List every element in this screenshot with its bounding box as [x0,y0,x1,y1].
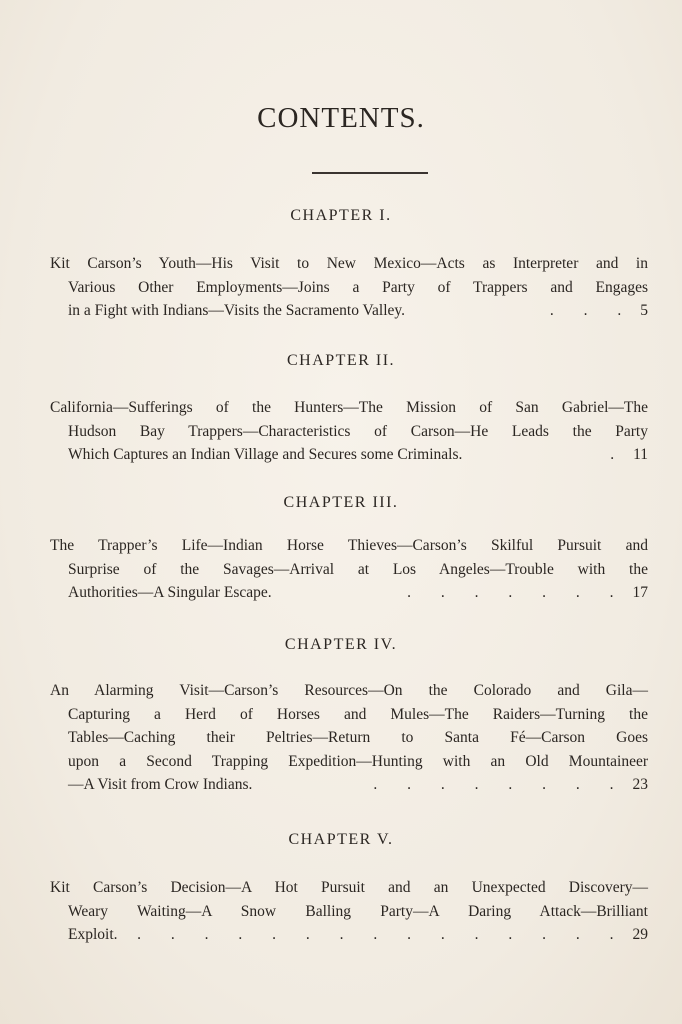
entry-line: California—Sufferings of the Hunters—The Mission of San Gabriel—The [50,399,648,416]
page-number: 5 [640,302,648,319]
page-number: 23 [632,776,648,793]
page-number: 11 [633,446,648,463]
entry-line: —A Visit from Crow Indians. [68,776,253,793]
title-rule [312,172,428,174]
entry-last-line [50,299,648,323]
entry-last-line [50,581,648,605]
entry-line: Which Captures an Indian Village and Secures some Criminals. [68,446,463,463]
entry-line: Authorities—A Singular Escape. [68,584,272,601]
entry-line: An Alarming Visit—Carson’s Resources—On the Colorado and Gila— [50,682,648,699]
entry-line: Hudson Bay Trappers—Characteristics of Carson—He Leads the Party [68,422,648,440]
chapter-heading-4: CHAPTER IV. [284,636,398,653]
chapter-entry-2 [50,396,648,467]
leader-dots: . . . [549,302,635,319]
entry-line: The Trapper’s Life—Indian Horse Thieves—Carson’s Skilful Pursuit and [50,537,648,554]
leader-dots: . [610,446,628,463]
entry-last-line [50,773,648,797]
entry-line: in a Fight with Indians—Visits the Sacramento Valley. [68,302,406,319]
chapter-entry-1 [50,252,648,323]
chapter-entry-3 [50,534,648,605]
chapter-heading-1: CHAPTER I. [290,207,392,224]
chapter-heading-2: CHAPTER II. [286,352,396,369]
page-title: CONTENTS. [257,102,425,134]
leader-dots: . . . . . . . [407,584,627,601]
entry-line: Various Other Employments—Joins a Party of Trappers and Engages [68,278,648,296]
entry-line: Kit Carson’s Youth—His Visit to New Mexico—Acts as Interpreter and in [50,255,648,272]
entry-last-line [50,443,648,467]
chapter-heading-5: CHAPTER V. [288,831,394,848]
entry-line: Surprise of the Savages—Arrival at Los Angeles—Trouble with the [68,560,648,578]
entry-line: Weary Waiting—A Snow Balling Party—A Daring Attack—Brilliant [68,902,648,920]
page-number: 29 [632,926,648,943]
entry-line: Kit Carson’s Decision—A Hot Pursuit and an Unexpected Discovery— [50,879,648,896]
chapter-heading-3: CHAPTER III. [283,494,399,511]
entry-line: Exploit. [68,926,118,943]
entry-line: Tables—Caching their Peltries—Return to Santa Fé—Carson Goes [68,729,648,746]
chapter-entry-4 [50,679,648,797]
entry-line: Capturing a Herd of Horses and Mules—The Raiders—Turning the [68,705,648,723]
leader-dots: . . . . . . . . . . . . . . . [137,926,627,943]
leader-dots: . . . . . . . . [373,776,627,793]
entry-last-line [50,923,648,947]
entry-line: upon a Second Trapping Expedition—Hunting with an Old Mountaineer [68,752,648,770]
page-number: 17 [632,584,648,601]
chapter-entry-5 [50,876,648,947]
